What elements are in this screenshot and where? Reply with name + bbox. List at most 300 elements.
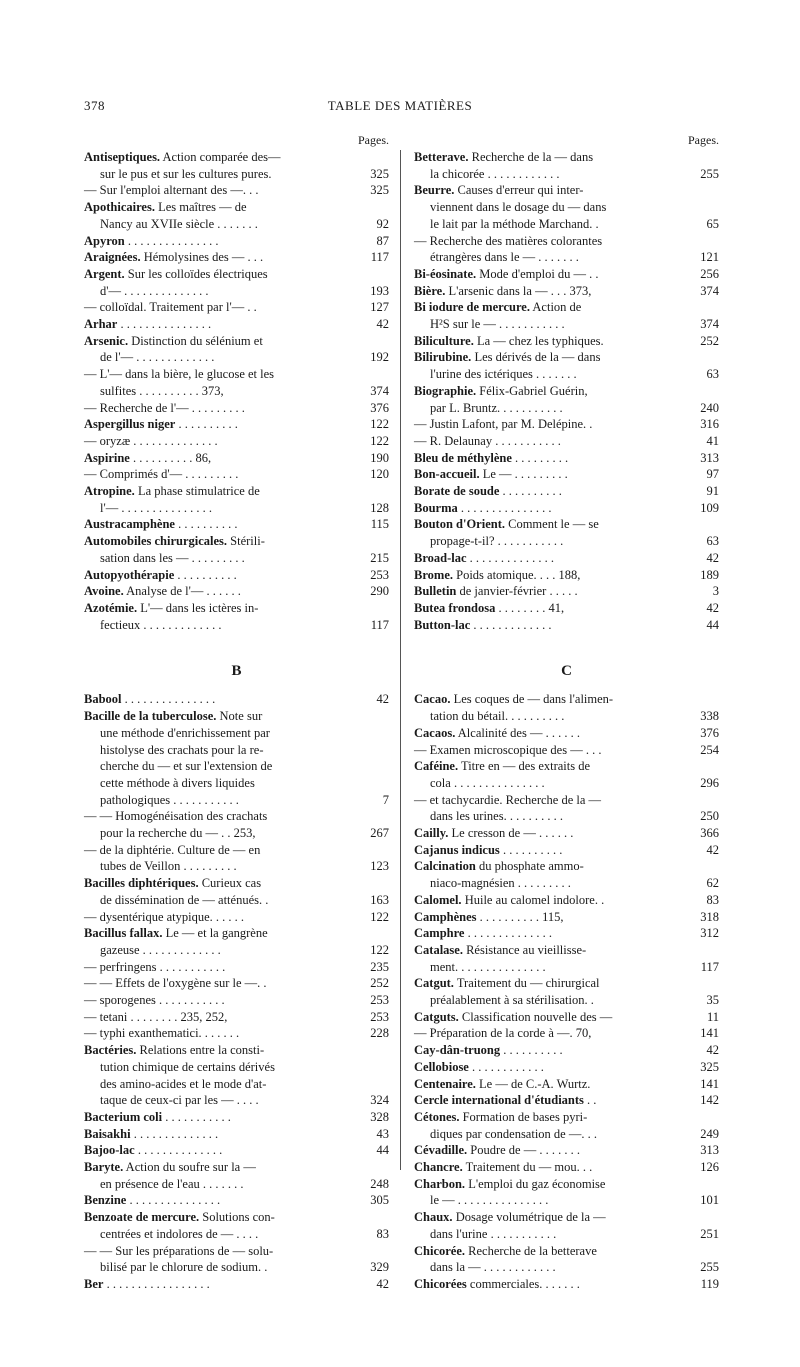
entry-text: [84, 433, 389, 450]
entry-description: Traitement du — chirurgical: [456, 976, 600, 991]
entry-description: — R. Delaunay . . . . . . . . . . .: [414, 433, 561, 448]
entry-page-number: 42: [706, 1043, 719, 1058]
entry-page-number: 329: [370, 1260, 389, 1275]
entry-description: Analyse de l'— . . . . . .: [126, 584, 241, 599]
index-entry: [84, 1159, 389, 1192]
entry-text: [414, 516, 719, 549]
entry-page-number: 376: [700, 725, 719, 740]
entry-headword: Arhar: [84, 317, 118, 332]
entry-text: [414, 725, 719, 742]
entry-text: [414, 1243, 719, 1276]
left-section-a: [84, 149, 389, 633]
entry-headword: Aspirine: [84, 450, 130, 465]
entry-headword: Camphre: [414, 926, 465, 941]
entry-text: [84, 316, 389, 333]
index-entry: [414, 333, 719, 350]
index-entry: [414, 1009, 719, 1026]
entry-description: Recherche de la — dans: [471, 150, 594, 164]
entry-page-number: 267: [370, 826, 389, 841]
page-header: [84, 98, 716, 120]
entry-text: [414, 466, 719, 483]
entry-description: L'arsenic dans la — . . . 373,: [448, 283, 592, 298]
index-entry: [414, 1142, 719, 1159]
entry-page-number: 248: [370, 1176, 389, 1191]
index-entry: [414, 725, 719, 742]
entry-text: [414, 283, 719, 300]
entry-text: [84, 975, 389, 992]
entry-description: Comment le — se: [508, 517, 599, 532]
index-entry: [84, 959, 389, 976]
entry-description: Le — de C.-A. Wurtz.: [479, 1076, 591, 1091]
entry-page-number: 117: [370, 250, 389, 265]
entry-description: Action comparée des—: [162, 150, 281, 164]
entry-headword: Benzoate de mercure.: [84, 1210, 200, 1225]
entry-headword: Arsenic.: [84, 333, 129, 348]
entry-text: [84, 1142, 389, 1159]
entry-page-number: 290: [370, 584, 389, 599]
entry-headword: Button-lac: [414, 617, 471, 632]
entry-page-number: 328: [370, 1109, 389, 1124]
index-entry: [414, 892, 719, 909]
entry-page-number: 256: [700, 266, 719, 281]
entry-continuation: centrées et indolores de — . . . .: [100, 1226, 259, 1241]
entry-headword: Ber: [84, 1277, 104, 1291]
entry-text: [84, 808, 389, 841]
entry-page-number: 44: [376, 1143, 389, 1158]
entry-text: [414, 567, 719, 584]
entry-page-number: 35: [706, 993, 719, 1008]
entry-headword: Cajanus indicus: [414, 842, 500, 857]
index-entry: [414, 942, 719, 975]
index-entry: [84, 875, 389, 908]
entry-continuation: dans l'urine . . . . . . . . . . .: [430, 1226, 557, 1241]
entry-description: — dysentérique atypique. . . . . .: [84, 909, 245, 924]
entry-page-number: 254: [700, 742, 719, 757]
index-entry: [414, 1243, 719, 1276]
entry-page-number: 42: [376, 692, 389, 707]
entry-headword: Chicorées: [414, 1277, 467, 1291]
index-entry: [414, 909, 719, 926]
entry-page-number: 141: [700, 1076, 719, 1091]
entry-text: [414, 942, 719, 975]
entry-text: [84, 600, 389, 633]
index-entry: [414, 825, 719, 842]
running-title: TABLE DES MATIÈRES: [327, 98, 473, 113]
entry-description: Formation de bases pyri-: [462, 1109, 588, 1124]
entry-continuation: dans les urines. . . . . . . . . .: [430, 809, 563, 824]
index-entry: [84, 450, 389, 467]
entry-headword: Biliculture.: [414, 333, 474, 348]
index-entry: [414, 299, 719, 332]
entry-page-number: 249: [700, 1126, 719, 1141]
index-entry: [84, 925, 389, 958]
index-entry: [414, 1059, 719, 1076]
index-entry: [84, 975, 389, 992]
entry-headword: Bi-éosinate.: [414, 266, 477, 281]
entry-text: [414, 149, 719, 182]
entry-headword: Bourma: [414, 500, 458, 515]
entry-page-number: 127: [370, 300, 389, 315]
index-entry: [414, 349, 719, 382]
index-entry: [414, 433, 719, 450]
entry-description: Causes d'erreur qui inter-: [457, 183, 584, 198]
entry-headword: Avoine.: [84, 584, 124, 599]
entry-headword: Bière.: [414, 283, 446, 298]
entry-page-number: 141: [700, 1026, 719, 1041]
entry-description: — — Sur les préparations de — solu-: [84, 1243, 274, 1258]
entry-description: Sur les colloïdes électriques: [127, 266, 268, 281]
entry-continuation: tution chimique de certains dérivés: [100, 1059, 275, 1074]
entry-description: Poids atomique. . . . 188,: [456, 567, 581, 582]
entry-headword: Babool: [84, 692, 122, 707]
entry-text: [414, 1176, 719, 1209]
entry-description: . . . . . . . . . . . . . . .: [124, 692, 216, 707]
index-entry: [84, 842, 389, 875]
entry-description: . . . . . . . . . . . . . . .: [460, 500, 552, 515]
left-column: [84, 132, 389, 1293]
index-entry: [414, 583, 719, 600]
entry-text: [84, 959, 389, 976]
entry-headword: Betterave.: [414, 150, 469, 164]
entry-text: [84, 842, 389, 875]
entry-text: [84, 483, 389, 516]
entry-text: [414, 691, 719, 724]
entry-text: [84, 533, 389, 566]
entry-text: [414, 858, 719, 891]
entry-headword: Baryte.: [84, 1160, 124, 1175]
entry-page-number: 87: [376, 233, 389, 248]
entry-page-number: 126: [700, 1160, 719, 1175]
entry-headword: Bon-accueil.: [414, 467, 480, 482]
entry-description: Curieux cas: [201, 876, 262, 891]
entry-description: . . . . . . . . . . . . .: [473, 617, 552, 632]
entry-page-number: 374: [700, 317, 719, 332]
index-entry: [414, 567, 719, 584]
entry-description: Distinction du sélénium et: [131, 333, 263, 348]
entry-continuation: ment. . . . . . . . . . . . . . .: [430, 959, 546, 974]
entry-description: . . . . . . . . . . . . . .: [137, 1143, 223, 1158]
index-entry: [414, 1209, 719, 1242]
entry-text: [414, 1109, 719, 1142]
entry-description: Huile au calomel indolore. .: [464, 892, 605, 907]
entry-headword: Broad-lac: [414, 550, 467, 565]
entry-headword: Araignées.: [84, 250, 141, 265]
entry-description: . . . . . . . . . . . . . . . . .: [106, 1277, 210, 1291]
index-entry: [414, 1109, 719, 1142]
entry-headword: Cercle international d'étudiants: [414, 1093, 584, 1108]
entry-headword: Austracamphène: [84, 517, 175, 532]
index-entry: [84, 516, 389, 533]
entry-text: [414, 583, 719, 600]
entry-text: [414, 758, 719, 791]
entry-description: — et tachycardie. Recherche de la —: [414, 792, 602, 807]
entry-headword: Cacao.: [414, 692, 451, 707]
entry-description: — Comprimés d'— . . . . . . . . .: [84, 467, 239, 482]
entry-text: [84, 691, 389, 708]
entry-page-number: 63: [706, 367, 719, 382]
entry-page-number: 189: [700, 567, 719, 582]
entry-page-number: 122: [370, 909, 389, 924]
entry-description: . . . . . . . . . . . . . .: [469, 550, 555, 565]
entry-text: [414, 349, 719, 382]
entry-page-number: 142: [700, 1093, 719, 1108]
entry-headword: Bactéries.: [84, 1043, 137, 1058]
entry-description: . . . . . . . . . . . . . .: [467, 926, 552, 941]
left-section-b: [84, 691, 389, 1292]
entry-headword: Butea frondosa: [414, 600, 496, 615]
entry-text: [414, 1276, 719, 1293]
letter-heading-c: C: [561, 663, 572, 680]
entry-description: . . . . . . . . . .: [178, 417, 238, 432]
index-entry: [84, 400, 389, 417]
entry-headword: Calcination: [414, 859, 476, 874]
entry-headword: Charbon.: [414, 1176, 466, 1191]
entry-headword: Camphènes: [414, 909, 477, 924]
entry-page-number: 215: [370, 550, 389, 565]
entry-continuation: pour la recherche du — . . 253,: [100, 826, 256, 841]
entry-description: L'emploi du gaz économise: [468, 1176, 606, 1191]
entry-description: Note sur: [219, 709, 263, 724]
entry-description: — Examen microscopique des — . . .: [414, 742, 602, 757]
entry-text: [84, 400, 389, 417]
entry-page-number: 117: [700, 959, 719, 974]
entry-description: Le cresson de — . . . . . .: [451, 826, 574, 841]
entry-page-number: 376: [370, 400, 389, 415]
entry-description: . . . . . . . . . .: [177, 567, 237, 582]
entry-page-number: 374: [370, 383, 389, 398]
entry-headword: Bajoo-lac: [84, 1143, 135, 1158]
entry-headword: Cévadille.: [414, 1143, 468, 1158]
entry-continuation: diques par condensation de —. . .: [430, 1126, 597, 1141]
entry-description: Le — . . . . . . . . .: [482, 467, 568, 482]
entry-page-number: 253: [370, 567, 389, 582]
entry-headword: Argent.: [84, 266, 125, 281]
right-section-c: [414, 691, 719, 1292]
index-entry: [414, 1025, 719, 1042]
index-entry: [84, 708, 389, 808]
index-entry: [414, 383, 719, 416]
index-entry: [84, 600, 389, 633]
letter-heading-b: B: [231, 663, 242, 680]
index-entry: [84, 909, 389, 926]
entry-headword: Cailly.: [414, 826, 449, 841]
entry-continuation: Nancy au XVIIe siècle . . . . . . .: [100, 216, 258, 231]
entry-text: [84, 1025, 389, 1042]
entry-headword: Bi iodure de mercure.: [414, 300, 530, 315]
entry-page-number: 325: [370, 183, 389, 198]
index-entry: [414, 1076, 719, 1093]
entry-text: [414, 433, 719, 450]
entry-description: . . . . . . . . . . .: [165, 1109, 231, 1124]
entry-description: — sporogenes . . . . . . . . . . .: [84, 993, 225, 1008]
entry-description: Recherche de la betterave: [468, 1243, 597, 1258]
index-entry: [84, 316, 389, 333]
entry-text: [414, 742, 719, 759]
entry-headword: Catgut.: [414, 976, 454, 991]
entry-page-number: 255: [700, 166, 719, 181]
entry-continuation: cherche du — et sur l'extension de: [100, 759, 273, 774]
index-entry: [84, 1009, 389, 1026]
entry-continuation: l'— . . . . . . . . . . . . . . .: [100, 500, 212, 515]
entry-text: [414, 1009, 719, 1026]
entry-headword: Baisakhi: [84, 1126, 131, 1141]
entry-page-number: 122: [370, 433, 389, 448]
entry-description: . . . . . . . . . . . . . . .: [129, 1193, 221, 1208]
entry-description: . . . . . . . . . .: [502, 842, 563, 857]
entry-page-number: 163: [370, 892, 389, 907]
entry-page-number: 318: [700, 909, 719, 924]
entry-continuation: histolyse des crachats pour la re-: [100, 742, 264, 757]
entry-text: [414, 299, 719, 332]
entry-text: [414, 483, 719, 500]
entry-description: . . . . . . . . . . . . . .: [133, 1126, 219, 1141]
entry-description: La — chez les typhiques.: [476, 333, 604, 348]
entry-continuation: sur le pus et sur les cultures pures.: [100, 166, 272, 181]
entry-continuation: niaco-magnésien . . . . . . . . .: [430, 876, 571, 891]
entry-description: Mode d'emploi du — . .: [479, 266, 599, 281]
index-entry: [414, 416, 719, 433]
entry-description: Hémolysines des — . . .: [143, 250, 264, 265]
entry-continuation: préalablement à sa stérilisation. .: [430, 993, 594, 1008]
entry-continuation: tubes de Veillon . . . . . . . . .: [100, 859, 237, 874]
pages-label: Pages.: [358, 133, 389, 147]
entry-page-number: 313: [700, 1143, 719, 1158]
entry-description: — oryzæ . . . . . . . . . . . . . .: [84, 433, 218, 448]
index-entry: [414, 842, 719, 859]
entry-text: [414, 500, 719, 517]
entry-text: [414, 892, 719, 909]
index-entry: [414, 1276, 719, 1293]
index-entry: [84, 1243, 389, 1276]
index-entry: [414, 233, 719, 266]
entry-text: [414, 182, 719, 232]
entry-text: [84, 1009, 389, 1026]
column-divider: [400, 150, 401, 1170]
index-entry: [84, 182, 389, 199]
entry-headword: Catguts.: [414, 1009, 459, 1024]
entry-description: — Justin Lafont, par M. Delépine. .: [414, 417, 593, 432]
entry-page-number: 324: [370, 1093, 389, 1108]
entry-description: — Sur l'emploi alternant des —. . .: [84, 183, 259, 198]
index-entry: [84, 1192, 389, 1209]
entry-description: — Préparation de la corde à —. 70,: [414, 1026, 592, 1041]
entry-continuation: l'urine des ictériques . . . . . . .: [430, 367, 577, 382]
index-entry: [414, 1176, 719, 1209]
entry-description: Félix-Gabriel Guérin,: [479, 383, 588, 398]
index-entry: [84, 433, 389, 450]
entry-page-number: 255: [700, 1260, 719, 1275]
index-entry: [84, 1142, 389, 1159]
entry-text: [414, 1159, 719, 1176]
entry-description: — colloïdal. Traitement par l'— . .: [84, 300, 257, 315]
section-spacer: [84, 633, 389, 651]
entry-text: [414, 1076, 719, 1093]
entry-headword: Bleu de méthylène: [414, 450, 512, 465]
entry-text: [84, 567, 389, 584]
entry-description: — de la diphtérie. Culture de — en: [84, 842, 261, 857]
entry-text: [414, 1142, 719, 1159]
entry-continuation: fectieux . . . . . . . . . . . . .: [100, 617, 222, 632]
entry-page-number: 122: [370, 942, 389, 957]
entry-continuation: bilisé par le chlorure de sodium. .: [100, 1260, 268, 1275]
entry-text: [84, 909, 389, 926]
entry-text: [84, 182, 389, 199]
entry-headword: Autopyothérapie: [84, 567, 175, 582]
entry-description: Poudre de — . . . . . . .: [470, 1143, 580, 1158]
entry-text: [84, 583, 389, 600]
index-entry: [84, 1042, 389, 1109]
entry-description: — typhi exanthematici. . . . . . .: [84, 1026, 240, 1041]
entry-headword: Bacilles diphtériques.: [84, 876, 199, 891]
index-entry: [414, 617, 719, 634]
index-entry: [414, 858, 719, 891]
index-entry: [84, 1025, 389, 1042]
entry-description: — L'— dans la bière, le glucose et les: [84, 367, 275, 382]
entry-description: Traitement du — mou. . .: [465, 1160, 593, 1175]
entry-page-number: 305: [370, 1193, 389, 1208]
entry-headword: Calomel.: [414, 892, 462, 907]
entry-description: Les coques de — dans l'alimen-: [453, 692, 614, 707]
entry-page-number: 3: [712, 584, 719, 599]
entry-text: [84, 1243, 389, 1276]
entry-description: . . . . . . . . . . . .: [471, 1059, 544, 1074]
entry-page-number: 228: [370, 1026, 389, 1041]
index-entry: [84, 1109, 389, 1126]
entry-text: [84, 199, 389, 232]
entry-continuation: propage-t-il? . . . . . . . . . . .: [430, 534, 564, 549]
index-entry: [414, 466, 719, 483]
entry-continuation: cola . . . . . . . . . . . . . . .: [430, 775, 545, 790]
entry-description: Titre en — des extraits de: [461, 759, 591, 774]
entry-description: . . . . . . . . . . 86,: [132, 450, 212, 465]
entry-page-number: 253: [370, 1009, 389, 1024]
entry-description: . . . . . . . . . .: [502, 484, 562, 499]
entry-text: [84, 1159, 389, 1192]
entry-headword: Antiseptiques.: [84, 150, 161, 164]
entry-text: [84, 1192, 389, 1209]
entry-description: Les dérivés de la — dans: [474, 350, 601, 365]
entry-headword: Bacille de la tuberculose.: [84, 709, 217, 724]
entry-page-number: 42: [706, 842, 719, 857]
entry-text: [414, 842, 719, 859]
entry-description: Résistance au vieillisse-: [466, 942, 587, 957]
index-entry: [84, 533, 389, 566]
entry-text: [84, 299, 389, 316]
entry-page-number: 251: [700, 1226, 719, 1241]
index-entry: [84, 808, 389, 841]
entry-text: [414, 825, 719, 842]
entry-page-number: 42: [376, 317, 389, 332]
section-spacer: [414, 633, 719, 651]
entry-page-number: 120: [370, 467, 389, 482]
entry-description: Action de: [532, 300, 582, 315]
index-entry: [84, 249, 389, 266]
index-entry: [84, 299, 389, 316]
entry-page-number: 235: [370, 959, 389, 974]
entry-text: [84, 1042, 389, 1109]
index-entry: [414, 600, 719, 617]
entry-page-number: 109: [700, 500, 719, 515]
index-entry: [84, 1276, 389, 1293]
entry-text: [414, 909, 719, 926]
index-entry: [84, 567, 389, 584]
entry-page-number: 122: [370, 417, 389, 432]
index-entry: [84, 199, 389, 232]
entry-continuation: gazeuse . . . . . . . . . . . . .: [100, 942, 221, 957]
index-entry: [414, 283, 719, 300]
entry-page-number: 313: [700, 450, 719, 465]
entry-description: . . . . . . . . . .: [503, 1043, 563, 1058]
